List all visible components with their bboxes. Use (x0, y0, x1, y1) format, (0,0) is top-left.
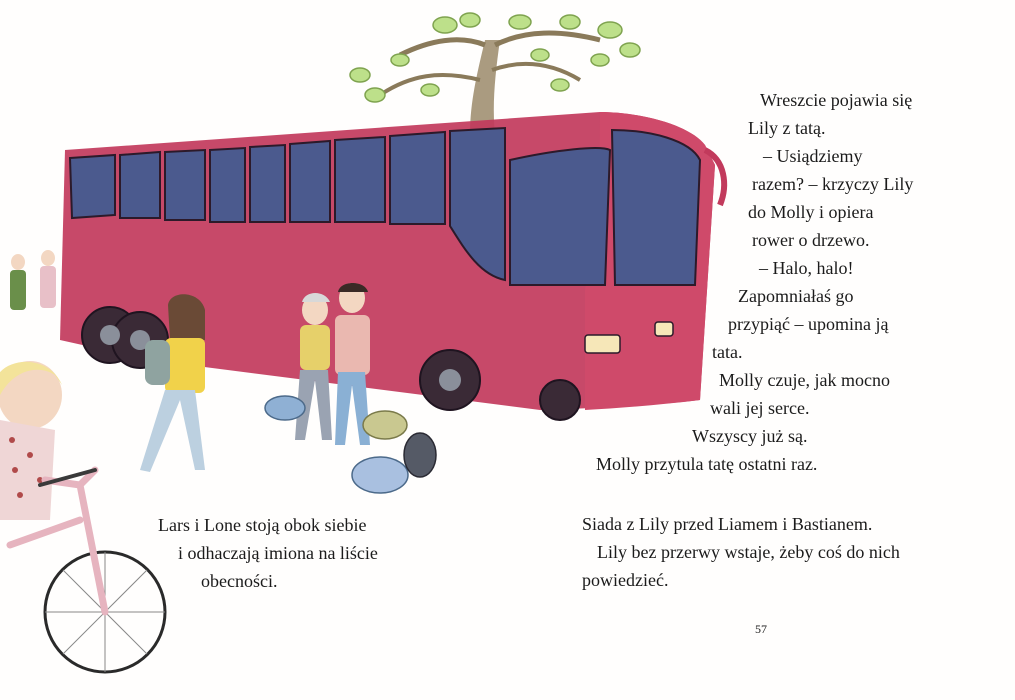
text-line: Lily bez przerwy wstaje, żeby coś do nich (597, 542, 900, 562)
text-line: – Halo, halo! (759, 258, 854, 278)
text-line: tata. (712, 342, 743, 362)
text-line: Zapomniałaś go (738, 286, 854, 306)
text-line: wali jej serce. (710, 398, 810, 418)
text-line: Wreszcie pojawia się (760, 90, 913, 110)
text-line: Molly czuje, jak mocno (719, 370, 890, 390)
page-number: 57 (755, 622, 767, 636)
text-line: powiedzieć. (582, 570, 669, 590)
text-line: przypiąć – upomina ją (728, 314, 889, 334)
text-line: Lars i Lone stoją obok siebie (158, 515, 367, 535)
text-line: – Usiądziemy (763, 146, 863, 166)
text-line: do Molly i opiera (748, 202, 874, 222)
text-line: obecności. (201, 571, 278, 591)
text-line: Molly przytula tatę ostatni raz. (596, 454, 818, 474)
text-line: i odhaczają imiona na liście (178, 543, 378, 563)
text-line: Siada z Lily przed Liamem i Bastianem. (582, 514, 873, 534)
text-line: rower o drzewo. (752, 230, 870, 250)
text-line: razem? – krzyczy Lily (752, 174, 914, 194)
text-line: Lily z tatą. (748, 118, 826, 138)
girl-with-bicycle (0, 361, 165, 672)
text-line: Wszyscy już są. (692, 426, 808, 446)
